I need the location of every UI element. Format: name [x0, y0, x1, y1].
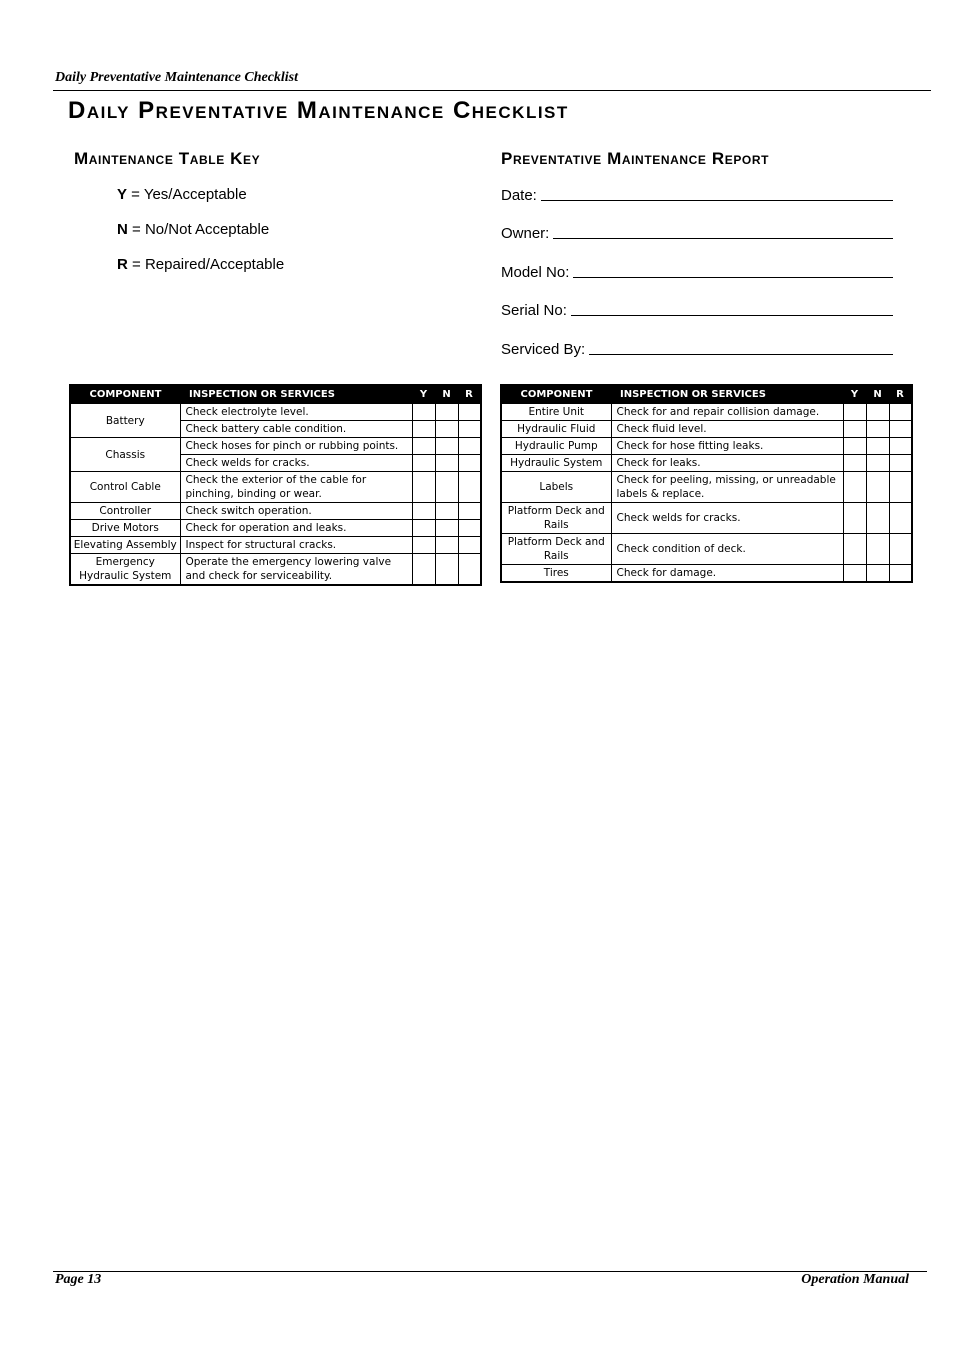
table-header-row	[501, 385, 912, 404]
check-box-n[interactable]	[866, 565, 889, 583]
check-box-y[interactable]	[843, 503, 866, 534]
check-box-r[interactable]	[458, 472, 481, 503]
model-no-label: Model No:	[501, 264, 570, 281]
component-cell: Platform Deck and Rails	[501, 534, 611, 565]
component-cell: Hydraulic Fluid	[501, 421, 611, 438]
model-no-field[interactable]	[501, 263, 893, 281]
check-box-y[interactable]	[412, 503, 435, 520]
check-box-n[interactable]	[435, 520, 458, 537]
key-desc: = Repaired/Acceptable	[127, 256, 285, 273]
n-header: N	[866, 385, 889, 404]
serial-no-blank[interactable]	[571, 301, 893, 316]
key-desc: = Yes/Acceptable	[127, 186, 247, 203]
check-box-n[interactable]	[435, 554, 458, 586]
table-row	[501, 472, 912, 503]
page-title: Daily Preventative Maintenance Checklist	[68, 97, 569, 124]
check-box-n[interactable]	[866, 438, 889, 455]
check-box-y[interactable]	[843, 472, 866, 503]
n-header: N	[435, 385, 458, 404]
check-box-r[interactable]	[889, 565, 912, 583]
component-cell: Chassis	[70, 438, 180, 472]
owner-blank[interactable]	[553, 224, 893, 239]
inspection-cell: Check welds for cracks.	[611, 503, 843, 534]
check-box-y[interactable]	[843, 438, 866, 455]
check-box-r[interactable]	[889, 503, 912, 534]
table-row	[70, 554, 481, 586]
r-header: R	[889, 385, 912, 404]
component-cell: Elevating Assembly	[70, 537, 180, 554]
y-header: Y	[843, 385, 866, 404]
component-cell: Controller	[70, 503, 180, 520]
key-code: N	[117, 221, 128, 238]
component-cell: Hydraulic Pump	[501, 438, 611, 455]
table-row	[501, 455, 912, 472]
check-box-y[interactable]	[412, 404, 435, 421]
serial-no-label: Serial No:	[501, 302, 567, 319]
date-field[interactable]	[501, 186, 893, 204]
inspection-cell: Check for operation and leaks.	[180, 520, 412, 537]
owner-label: Owner:	[501, 225, 550, 242]
check-box-n[interactable]	[435, 455, 458, 472]
inspection-cell: Check for peeling, missing, or unreadable labels & replace.	[611, 472, 843, 503]
inspection-cell: Check for hose fitting leaks.	[611, 438, 843, 455]
check-box-y[interactable]	[412, 537, 435, 554]
table-row	[70, 503, 481, 520]
table-header-row	[70, 385, 481, 404]
component-header: COMPONENT	[70, 385, 180, 404]
check-box-n[interactable]	[435, 503, 458, 520]
table-row	[501, 438, 912, 455]
check-box-y[interactable]	[412, 554, 435, 586]
check-box-r[interactable]	[889, 421, 912, 438]
check-box-y[interactable]	[412, 438, 435, 455]
inspection-cell: Check for damage.	[611, 565, 843, 583]
check-box-y[interactable]	[843, 404, 866, 421]
key-title: Maintenance Table Key	[74, 149, 261, 168]
key-code: R	[117, 256, 128, 273]
key-item-y	[117, 186, 247, 203]
key-item-r	[117, 256, 284, 273]
check-box-y[interactable]	[412, 421, 435, 438]
date-blank[interactable]	[541, 186, 893, 201]
inspection-cell: Check switch operation.	[180, 503, 412, 520]
model-no-blank[interactable]	[573, 263, 893, 278]
component-cell: Entire Unit	[501, 404, 611, 421]
check-box-n[interactable]	[866, 455, 889, 472]
check-box-n[interactable]	[866, 404, 889, 421]
table-row	[501, 421, 912, 438]
check-box-n[interactable]	[435, 421, 458, 438]
inspection-cell: Check condition of deck.	[611, 534, 843, 565]
component-cell: Emergency Hydraulic System	[70, 554, 180, 586]
check-box-r[interactable]	[889, 404, 912, 421]
component-cell: Control Cable	[70, 472, 180, 503]
check-box-r[interactable]	[458, 438, 481, 455]
inspection-cell: Check for leaks.	[611, 455, 843, 472]
check-box-r[interactable]	[889, 534, 912, 565]
inspection-cell: Check battery cable condition.	[180, 421, 412, 438]
check-box-n[interactable]	[435, 404, 458, 421]
check-box-y[interactable]	[843, 455, 866, 472]
check-box-r[interactable]	[458, 554, 481, 586]
table-row	[70, 472, 481, 503]
check-box-r[interactable]	[889, 438, 912, 455]
component-cell: Hydraulic System	[501, 455, 611, 472]
serviced-by-field[interactable]	[501, 340, 893, 358]
checklist-table-right	[500, 384, 913, 583]
header-rule	[53, 90, 931, 91]
serviced-by-blank[interactable]	[589, 340, 893, 355]
running-header: Daily Preventative Maintenance Checklist	[55, 70, 299, 85]
inspection-cell: Check for and repair collision damage.	[611, 404, 843, 421]
r-header: R	[458, 385, 481, 404]
check-box-y[interactable]	[412, 455, 435, 472]
check-box-r[interactable]	[458, 503, 481, 520]
inspection-cell: Inspect for structural cracks.	[180, 537, 412, 554]
check-box-n[interactable]	[435, 438, 458, 455]
footer-rule	[53, 1271, 927, 1272]
inspection-cell: Check welds for cracks.	[180, 455, 412, 472]
report-title: Preventative Maintenance Report	[501, 149, 770, 168]
check-box-r[interactable]	[458, 404, 481, 421]
component-cell: Labels	[501, 472, 611, 503]
table-row	[501, 565, 912, 583]
component-cell: Platform Deck and Rails	[501, 503, 611, 534]
check-box-n[interactable]	[435, 537, 458, 554]
check-box-y[interactable]	[843, 565, 866, 583]
inspection-cell: Check hoses for pinch or rubbing points.	[180, 438, 412, 455]
component-header: COMPONENT	[501, 385, 611, 404]
date-label: Date:	[501, 187, 537, 204]
check-box-y[interactable]	[412, 520, 435, 537]
check-box-y[interactable]	[412, 472, 435, 503]
component-cell: Battery	[70, 404, 180, 438]
table-row	[501, 534, 912, 565]
check-box-r[interactable]	[458, 520, 481, 537]
check-box-y[interactable]	[843, 421, 866, 438]
component-cell: Tires	[501, 565, 611, 583]
inspection-cell: Check fluid level.	[611, 421, 843, 438]
y-header: Y	[412, 385, 435, 404]
check-box-n[interactable]	[435, 472, 458, 503]
serviced-by-label: Serviced By:	[501, 341, 586, 358]
table-row	[501, 404, 912, 421]
table-row	[70, 537, 481, 554]
inspection-cell: Operate the emergency lowering valve and check for serviceability.	[180, 554, 412, 586]
inspection-cell: Check electrolyte level.	[180, 404, 412, 421]
key-desc: = No/Not Acceptable	[127, 221, 270, 238]
inspection-header: INSPECTION OR SERVICES	[611, 385, 843, 404]
check-box-r[interactable]	[458, 421, 481, 438]
check-box-r[interactable]	[458, 537, 481, 554]
check-box-n[interactable]	[866, 503, 889, 534]
component-cell: Drive Motors	[70, 520, 180, 537]
page-number: Page 13	[55, 1272, 102, 1287]
key-item-n	[117, 221, 269, 238]
check-box-r[interactable]	[889, 455, 912, 472]
table-row	[70, 404, 481, 421]
check-box-r[interactable]	[458, 455, 481, 472]
inspection-header: INSPECTION OR SERVICES	[180, 385, 412, 404]
inspection-cell: Check the exterior of the cable for pinching, binding or wear.	[180, 472, 412, 503]
table-row	[70, 438, 481, 455]
key-code: Y	[117, 186, 128, 203]
check-box-r[interactable]	[889, 472, 912, 503]
table-row	[501, 503, 912, 534]
checklist-table-left	[69, 384, 482, 586]
owner-field[interactable]	[501, 224, 893, 242]
check-box-n[interactable]	[866, 421, 889, 438]
manual-title: Operation Manual	[801, 1272, 909, 1287]
check-box-n[interactable]	[866, 534, 889, 565]
serial-no-field[interactable]	[501, 301, 893, 319]
check-box-y[interactable]	[843, 534, 866, 565]
check-box-n[interactable]	[866, 472, 889, 503]
table-row	[70, 520, 481, 537]
